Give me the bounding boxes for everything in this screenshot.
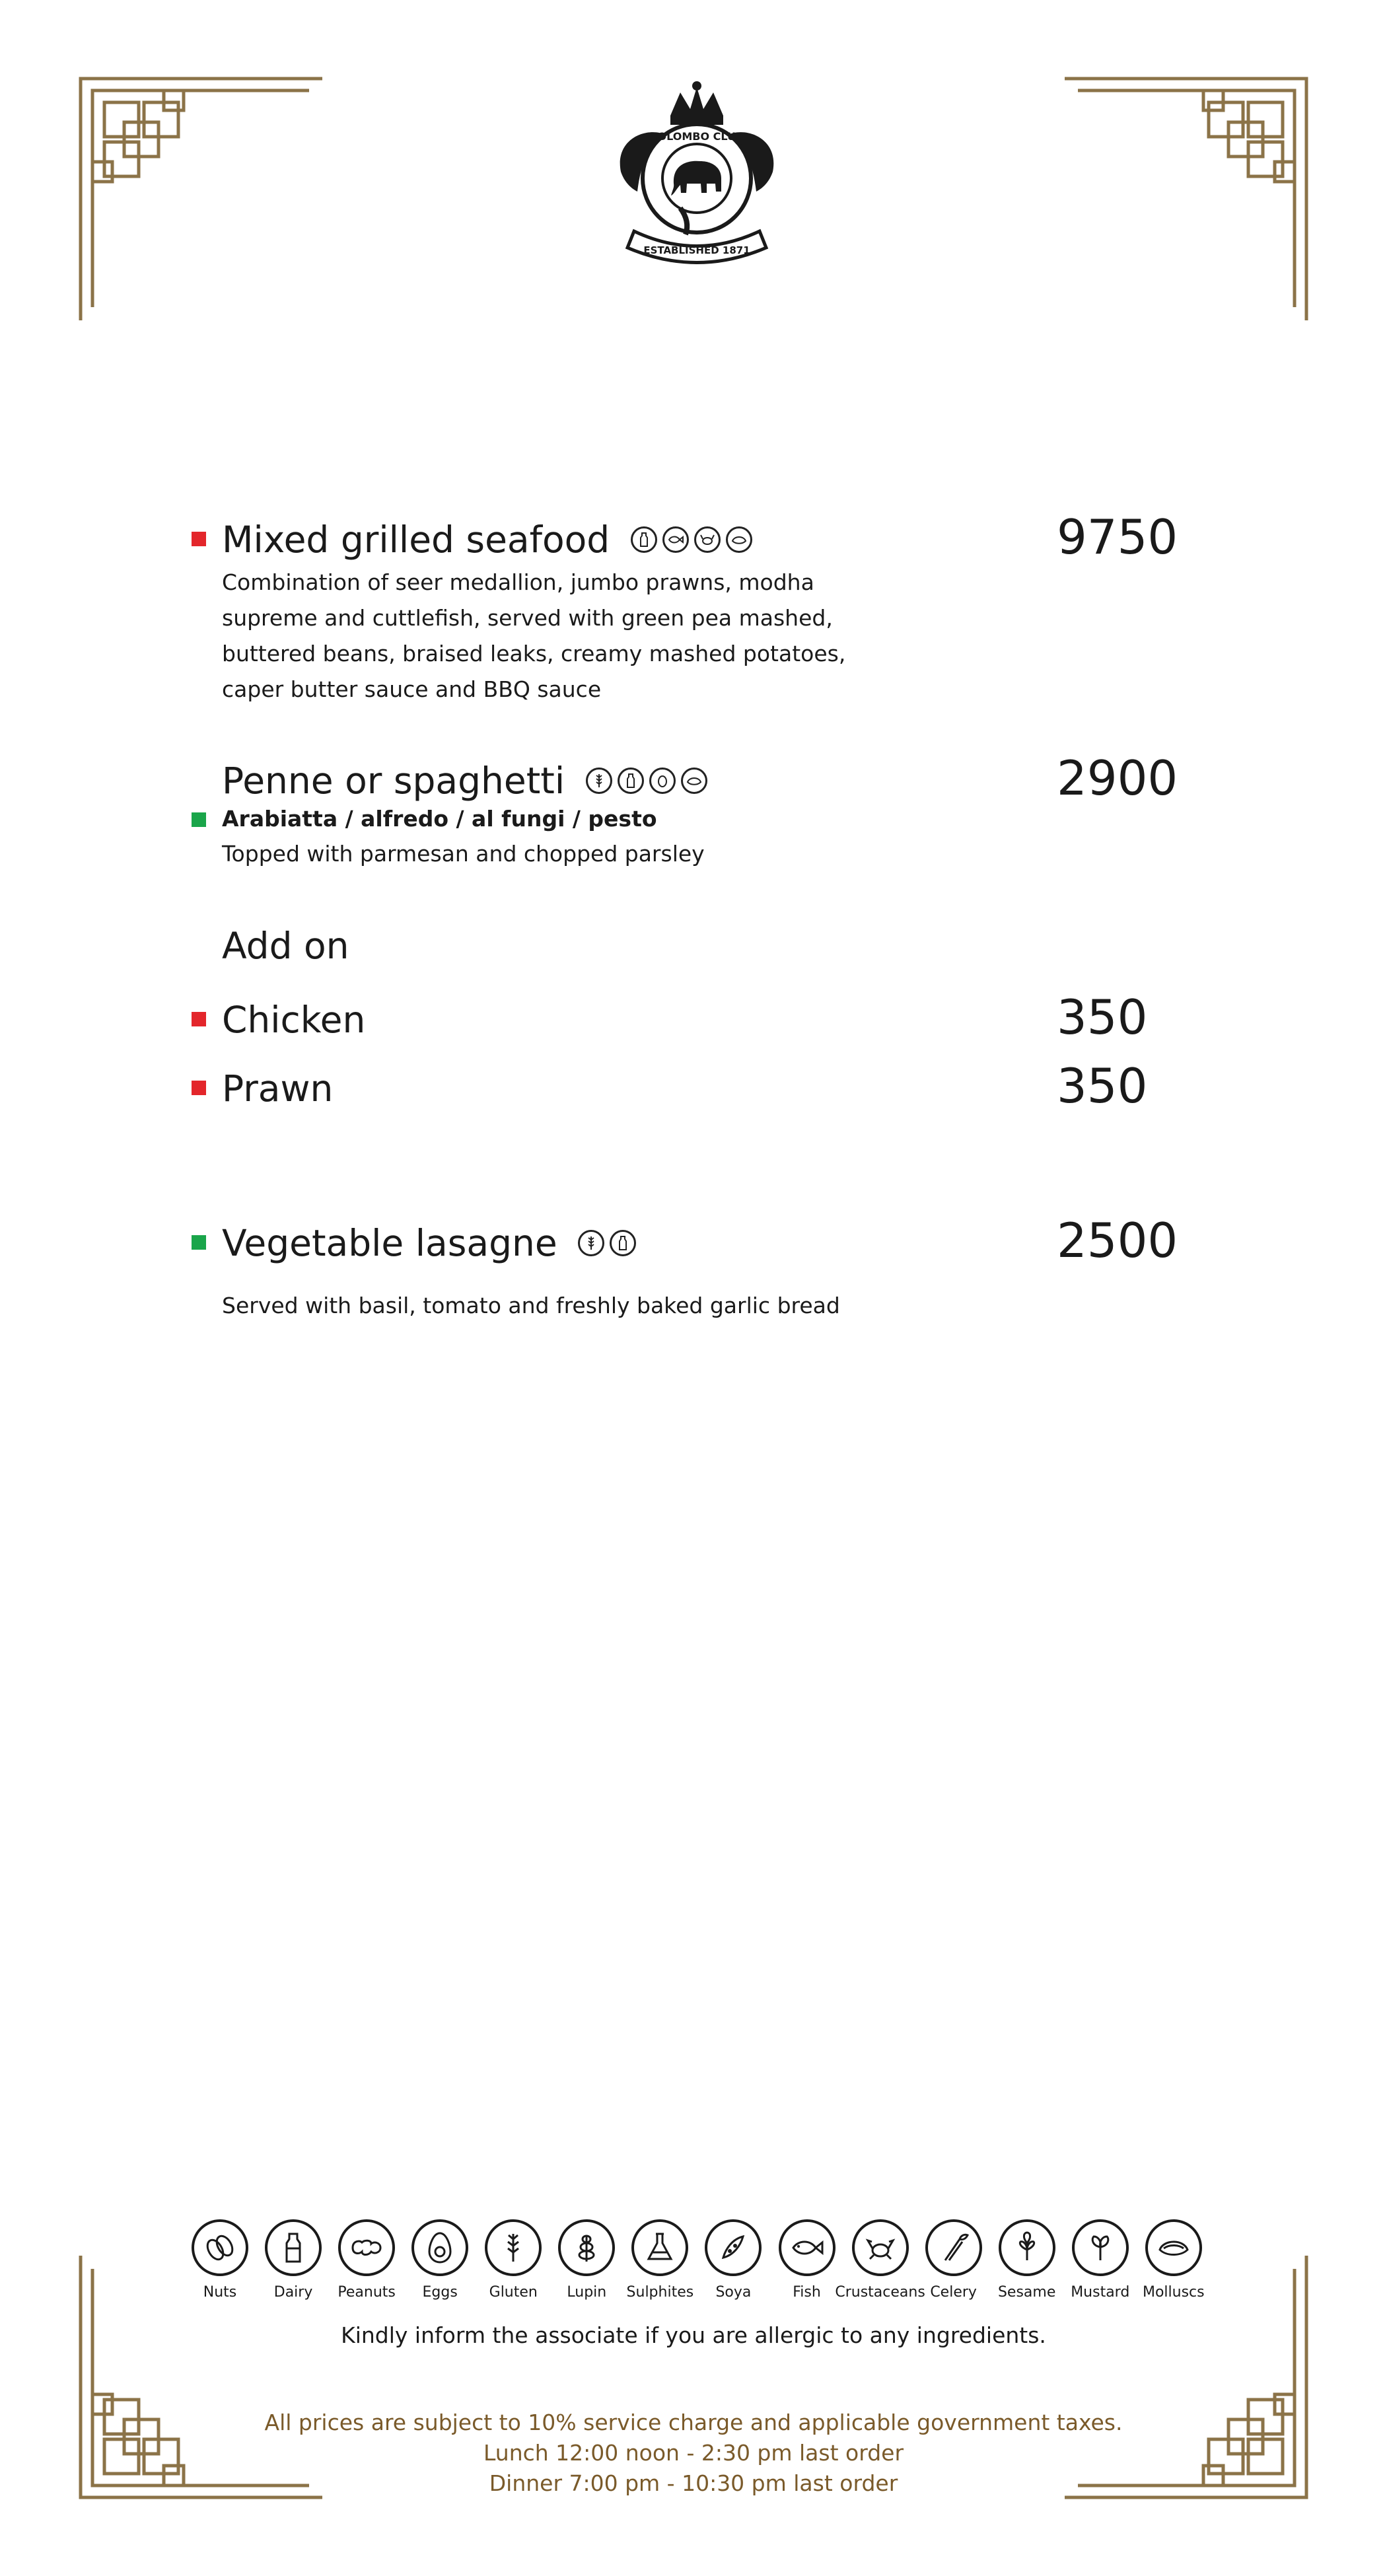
svg-text:COLOMBO CLUB: COLOMBO CLUB <box>649 130 744 143</box>
fish-icon <box>789 2230 825 2266</box>
legend-item-nuts: Nuts <box>185 2219 255 2301</box>
dairy-icon <box>275 2230 311 2266</box>
colombo-club-crest-logo <box>608 79 786 277</box>
corner-ornament-top-left <box>78 76 329 327</box>
dairy-icon <box>618 768 644 794</box>
add-on-heading: Add on <box>222 925 349 967</box>
legend-item-dairy: Dairy <box>258 2219 328 2301</box>
veg-marker <box>192 1235 206 1250</box>
crustaceans-icon <box>863 2230 898 2266</box>
item-name: Vegetable lasagne <box>222 1222 557 1264</box>
legend-item-soya: Soya <box>698 2219 768 2301</box>
item-name: Mixed grilled seafood <box>222 519 610 561</box>
legend-item-mustard: Mustard <box>1065 2219 1135 2301</box>
gluten-icon <box>495 2230 531 2266</box>
item-price: 2900 <box>1057 750 1178 806</box>
item-allergen-icons <box>586 768 707 794</box>
legend-item-eggs: Eggs <box>405 2219 475 2301</box>
item-name: Chicken <box>222 999 366 1041</box>
gluten-icon <box>578 1230 604 1256</box>
legend-item-peanuts: Peanuts <box>332 2219 402 2301</box>
item-price: 9750 <box>1057 509 1178 565</box>
item-name: Prawn <box>222 1067 334 1110</box>
dairy-icon <box>610 1230 636 1256</box>
allergen-legend <box>185 2219 1209 2301</box>
sesame-icon <box>1009 2230 1045 2266</box>
item-price: 350 <box>1057 1058 1148 1114</box>
svg-text:ESTABLISHED 1871: ESTABLISHED 1871 <box>643 244 750 256</box>
non-veg-marker <box>192 1012 206 1026</box>
lupin-icon <box>569 2230 604 2266</box>
legend-item-lupin: Lupin <box>551 2219 622 2301</box>
legend-item-molluscs: Molluscs <box>1139 2219 1209 2301</box>
item-options: Arabiatta / alfredo / al fungi / pesto <box>222 806 657 832</box>
nuts-icon <box>649 768 676 794</box>
legend-item-crustaceans: Crustaceans <box>845 2219 915 2301</box>
celery-icon <box>936 2230 972 2266</box>
item-description: Served with basil, tomato and freshly baked garlic bread <box>222 1293 840 1318</box>
legend-item-sesame: Sesame <box>992 2219 1062 2301</box>
lunch-hours: Lunch 12:00 noon - 2:30 pm last order <box>483 2440 904 2466</box>
item-description: Combination of seer medallion, jumbo prawns, modha supreme and cuttlefish, served with green pea mashed, buttered beans, braised leaks, creamy mashed potatoes, caper butter sauce and BBQ sauce <box>222 569 846 702</box>
molluscs-icon <box>681 768 707 794</box>
mustard-icon <box>1083 2230 1118 2266</box>
crustaceans-icon <box>694 526 721 553</box>
legend-item-gluten: Gluten <box>478 2219 548 2301</box>
non-veg-marker <box>192 532 206 546</box>
legend-item-celery: Celery <box>919 2219 989 2301</box>
nuts-icon <box>202 2230 238 2266</box>
item-name: Penne or spaghetti <box>222 760 565 802</box>
item-allergen-icons <box>578 1230 636 1256</box>
dinner-hours: Dinner 7:00 pm - 10:30 pm last order <box>489 2470 898 2496</box>
molluscs-icon <box>726 526 752 553</box>
tax-note: All prices are subject to 10% service charge and applicable government taxes. <box>264 2410 1123 2435</box>
peanuts-icon <box>349 2230 384 2266</box>
veg-marker <box>192 812 206 827</box>
allergy-notice: Kindly inform the associate if you are allergic to any ingredients. <box>341 2322 1046 2348</box>
item-description: Topped with parmesan and chopped parsley <box>222 841 705 867</box>
molluscs-icon <box>1156 2230 1191 2266</box>
legend-item-fish: Fish <box>772 2219 842 2301</box>
eggs-icon <box>422 2230 458 2266</box>
fish-icon <box>662 526 689 553</box>
item-price: 350 <box>1057 989 1148 1045</box>
soya-icon <box>715 2230 751 2266</box>
non-veg-marker <box>192 1081 206 1095</box>
gluten-icon <box>586 768 612 794</box>
sulphites-icon <box>642 2230 678 2266</box>
item-allergen-icons <box>631 526 752 553</box>
item-price: 2500 <box>1057 1213 1178 1268</box>
corner-ornament-top-right <box>1058 76 1309 327</box>
dairy-icon <box>631 526 657 553</box>
footer-info <box>0 2408 1387 2499</box>
legend-item-sulphites: Sulphites <box>625 2219 695 2301</box>
